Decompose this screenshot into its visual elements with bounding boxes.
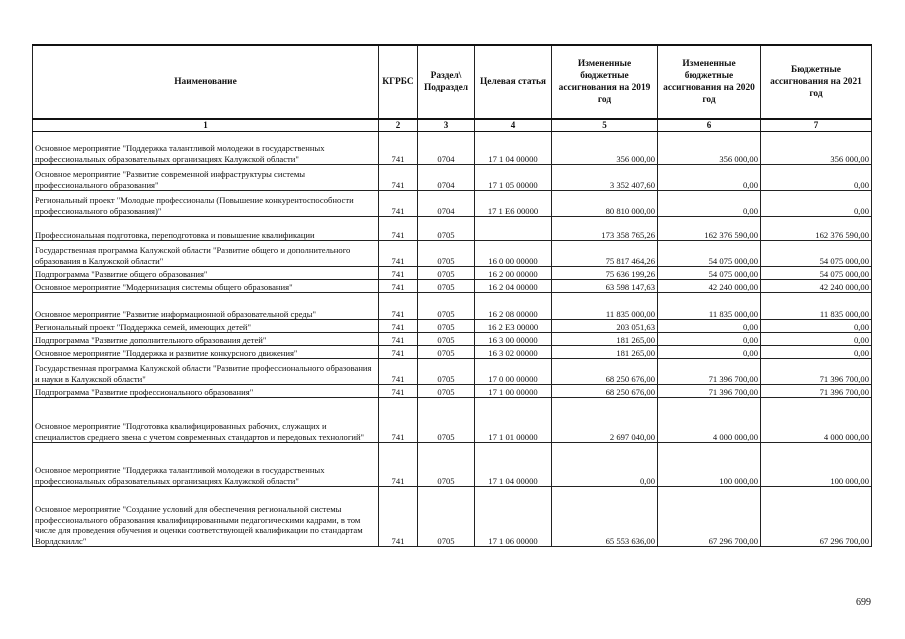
row-amount-2019: 65 553 636,00 — [552, 487, 658, 547]
row-amount-2021: 71 396 700,00 — [761, 385, 872, 398]
table-row — [33, 346, 872, 359]
table-row — [33, 320, 872, 333]
table-row — [33, 359, 872, 385]
row-target-code: 17 1 06 00000 — [475, 487, 552, 547]
row-name: Подпрограмма "Развитие общего образования" — [33, 267, 379, 280]
row-amount-2020: 0,00 — [658, 191, 761, 217]
row-name: Основное мероприятие "Поддержка талантливой молодежи в государственных профессиональных образовательных организациях Калужской области" — [33, 132, 379, 165]
row-amount-2021: 100 000,00 — [761, 443, 872, 487]
row-name: Основное мероприятие "Подготовка квалифицированных рабочих, служащих и специалистов среднего звена с учетом современных стандартов и передовых технологий" — [33, 398, 379, 443]
row-target-code: 16 2 08 00000 — [475, 293, 552, 320]
row-section: 0705 — [418, 359, 475, 385]
table-body — [33, 132, 872, 547]
row-amount-2021: 67 296 700,00 — [761, 487, 872, 547]
row-kgrbs: 741 — [379, 398, 418, 443]
row-amount-2019: 63 598 147,63 — [552, 280, 658, 293]
table-row — [33, 267, 872, 280]
row-name: Профессиональная подготовка, переподготовка и повышение квалификации — [33, 217, 379, 241]
row-target-code: 17 1 04 00000 — [475, 443, 552, 487]
row-amount-2020: 42 240 000,00 — [658, 280, 761, 293]
row-section: 0705 — [418, 280, 475, 293]
row-kgrbs: 741 — [379, 320, 418, 333]
row-amount-2020: 162 376 590,00 — [658, 217, 761, 241]
row-kgrbs: 741 — [379, 241, 418, 267]
row-section: 0704 — [418, 132, 475, 165]
row-kgrbs: 741 — [379, 487, 418, 547]
row-amount-2020: 54 075 000,00 — [658, 241, 761, 267]
row-amount-2021: 0,00 — [761, 320, 872, 333]
row-amount-2019: 181 265,00 — [552, 333, 658, 346]
column-number: 4 — [475, 119, 552, 132]
header-name: Наименование — [33, 45, 379, 119]
table-row — [33, 132, 872, 165]
row-kgrbs: 741 — [379, 293, 418, 320]
row-kgrbs: 741 — [379, 217, 418, 241]
row-amount-2020: 54 075 000,00 — [658, 267, 761, 280]
row-amount-2019: 68 250 676,00 — [552, 385, 658, 398]
row-amount-2019: 173 358 765,26 — [552, 217, 658, 241]
row-amount-2019: 203 051,63 — [552, 320, 658, 333]
table-row — [33, 443, 872, 487]
row-amount-2019: 80 810 000,00 — [552, 191, 658, 217]
row-amount-2019: 75 817 464,26 — [552, 241, 658, 267]
row-kgrbs: 741 — [379, 385, 418, 398]
row-amount-2020: 0,00 — [658, 165, 761, 191]
table-row — [33, 333, 872, 346]
table-row — [33, 487, 872, 547]
row-target-code: 17 1 01 00000 — [475, 398, 552, 443]
row-section: 0705 — [418, 293, 475, 320]
row-name: Основное мероприятие "Поддержка и развитие конкурсного движения" — [33, 346, 379, 359]
row-amount-2021: 0,00 — [761, 346, 872, 359]
row-amount-2019: 2 697 040,00 — [552, 398, 658, 443]
row-target-code: 16 2 00 00000 — [475, 267, 552, 280]
row-name: Государственная программа Калужской области "Развитие профессионального образования и науки в Калужской области" — [33, 359, 379, 385]
row-target-code: 17 1 Е6 00000 — [475, 191, 552, 217]
row-amount-2021: 54 075 000,00 — [761, 267, 872, 280]
row-amount-2020: 4 000 000,00 — [658, 398, 761, 443]
row-name: Государственная программа Калужской области "Развитие общего и дополнительного образования в Калужской области" — [33, 241, 379, 267]
table-row — [33, 398, 872, 443]
row-amount-2021: 4 000 000,00 — [761, 398, 872, 443]
table-row — [33, 217, 872, 241]
row-target-code: 17 1 05 00000 — [475, 165, 552, 191]
row-target-code: 17 1 00 00000 — [475, 385, 552, 398]
budget-table — [32, 44, 872, 547]
row-amount-2021: 0,00 — [761, 165, 872, 191]
column-number: 7 — [761, 119, 872, 132]
row-amount-2020: 11 835 000,00 — [658, 293, 761, 320]
row-target-code: 16 3 00 00000 — [475, 333, 552, 346]
row-amount-2020: 0,00 — [658, 333, 761, 346]
row-section: 0705 — [418, 333, 475, 346]
row-section: 0705 — [418, 346, 475, 359]
row-kgrbs: 741 — [379, 191, 418, 217]
row-name: Основное мероприятие "Развитие информационной образовательной среды" — [33, 293, 379, 320]
row-kgrbs: 741 — [379, 165, 418, 191]
row-section: 0705 — [418, 217, 475, 241]
row-name: Подпрограмма "Развитие дополнительного образования детей" — [33, 333, 379, 346]
row-name: Региональный проект "Поддержка семей, имеющих детей" — [33, 320, 379, 333]
column-number: 2 — [379, 119, 418, 132]
row-kgrbs: 741 — [379, 333, 418, 346]
row-kgrbs: 741 — [379, 132, 418, 165]
row-amount-2020: 100 000,00 — [658, 443, 761, 487]
row-amount-2020: 71 396 700,00 — [658, 359, 761, 385]
row-section: 0705 — [418, 398, 475, 443]
row-amount-2021: 71 396 700,00 — [761, 359, 872, 385]
row-section: 0705 — [418, 487, 475, 547]
row-kgrbs: 741 — [379, 280, 418, 293]
row-target-code — [475, 217, 552, 241]
row-name: Основное мероприятие "Создание условий для обеспечения региональной системы профессионального образования квалифицированными педагогическими кадрами, в том числе для проведения обучения и оценки соответствующей квалификации по стандартам Ворлдскиллс" — [33, 487, 379, 547]
header-2021: Бюджетные ассигнования на 2021 год — [761, 45, 872, 119]
row-amount-2021: 11 835 000,00 — [761, 293, 872, 320]
row-amount-2019: 68 250 676,00 — [552, 359, 658, 385]
header-target: Целевая статья — [475, 45, 552, 119]
row-amount-2021: 42 240 000,00 — [761, 280, 872, 293]
row-kgrbs: 741 — [379, 346, 418, 359]
row-amount-2020: 67 296 700,00 — [658, 487, 761, 547]
row-kgrbs: 741 — [379, 443, 418, 487]
row-amount-2021: 162 376 590,00 — [761, 217, 872, 241]
row-name: Основное мероприятие "Поддержка талантливой молодежи в государственных профессиональных образовательных организациях Калужской области" — [33, 443, 379, 487]
row-section: 0705 — [418, 267, 475, 280]
row-name: Региональный проект "Молодые профессионалы (Повышение конкурентоспособности профессионального образования)" — [33, 191, 379, 217]
row-amount-2019: 181 265,00 — [552, 346, 658, 359]
row-section: 0705 — [418, 320, 475, 333]
row-target-code: 17 0 00 00000 — [475, 359, 552, 385]
header-row — [33, 45, 872, 119]
row-section: 0705 — [418, 385, 475, 398]
row-amount-2019: 11 835 000,00 — [552, 293, 658, 320]
row-amount-2020: 71 396 700,00 — [658, 385, 761, 398]
row-target-code: 16 2 Е3 00000 — [475, 320, 552, 333]
table-row — [33, 280, 872, 293]
row-section: 0704 — [418, 165, 475, 191]
column-number: 6 — [658, 119, 761, 132]
table-row — [33, 293, 872, 320]
row-amount-2019: 356 000,00 — [552, 132, 658, 165]
page-number: 699 — [856, 597, 871, 608]
row-name: Основное мероприятие "Развитие современной инфраструктуры системы профессионального образования" — [33, 165, 379, 191]
row-target-code: 16 2 04 00000 — [475, 280, 552, 293]
row-amount-2020: 356 000,00 — [658, 132, 761, 165]
row-amount-2019: 75 636 199,26 — [552, 267, 658, 280]
header-2020: Измененные бюджетные ассигнования на 2020 год — [658, 45, 761, 119]
row-amount-2020: 0,00 — [658, 320, 761, 333]
row-name: Основное мероприятие "Модернизация системы общего образования" — [33, 280, 379, 293]
row-kgrbs: 741 — [379, 359, 418, 385]
row-target-code: 16 3 02 00000 — [475, 346, 552, 359]
column-number: 5 — [552, 119, 658, 132]
row-section: 0704 — [418, 191, 475, 217]
row-amount-2021: 356 000,00 — [761, 132, 872, 165]
row-amount-2019: 0,00 — [552, 443, 658, 487]
row-amount-2021: 0,00 — [761, 333, 872, 346]
row-amount-2021: 0,00 — [761, 191, 872, 217]
table-row — [33, 165, 872, 191]
row-target-code: 16 0 00 00000 — [475, 241, 552, 267]
row-amount-2021: 54 075 000,00 — [761, 241, 872, 267]
column-number: 3 — [418, 119, 475, 132]
table-row — [33, 385, 872, 398]
row-section: 0705 — [418, 241, 475, 267]
column-numbers-row — [33, 119, 872, 132]
row-name: Подпрограмма "Развитие профессионального образования" — [33, 385, 379, 398]
row-section: 0705 — [418, 443, 475, 487]
header-2019: Измененные бюджетные ассигнования на 2019 год — [552, 45, 658, 119]
table-row — [33, 241, 872, 267]
column-number: 1 — [33, 119, 379, 132]
row-target-code: 17 1 04 00000 — [475, 132, 552, 165]
header-kgrbs: КГРБС — [379, 45, 418, 119]
row-amount-2020: 0,00 — [658, 346, 761, 359]
table-row — [33, 191, 872, 217]
row-amount-2019: 3 352 407,60 — [552, 165, 658, 191]
header-section: Раздел\ Подраздел — [418, 45, 475, 119]
row-kgrbs: 741 — [379, 267, 418, 280]
